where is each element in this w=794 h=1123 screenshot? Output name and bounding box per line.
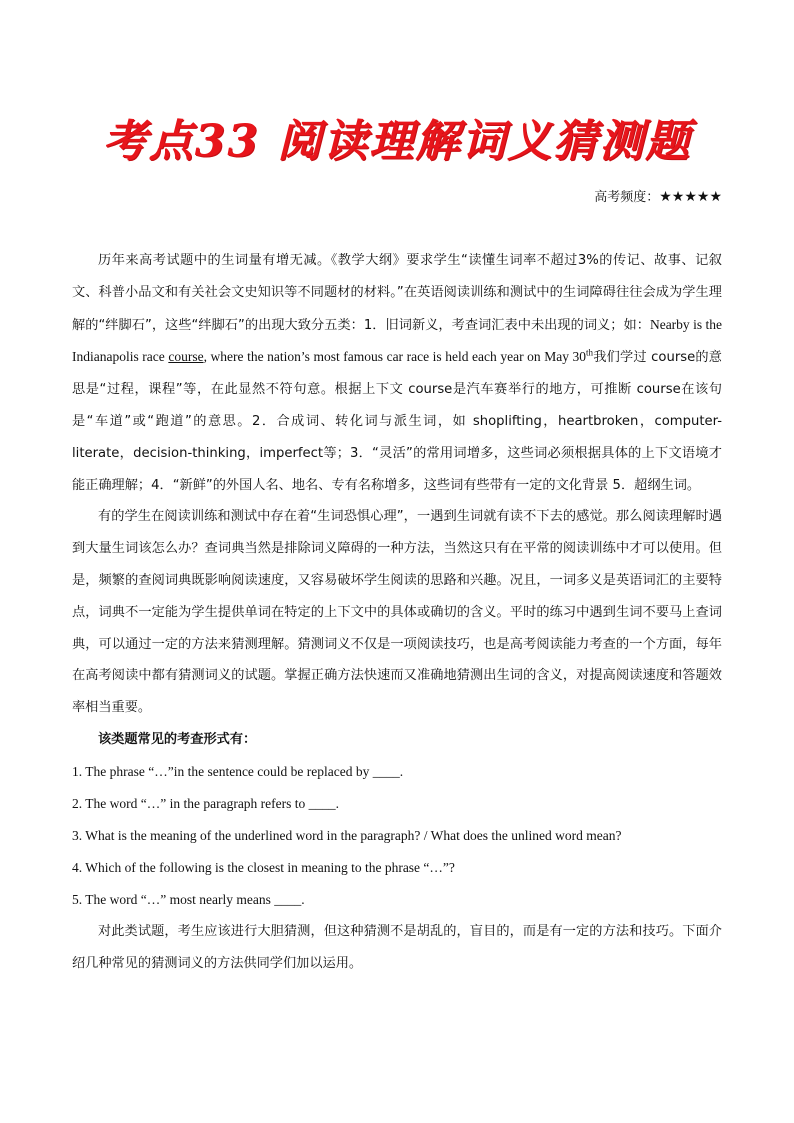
closing-paragraph: 对此类试题，考生应该进行大胆猜测，但这种猜测不是胡乱的，盲目的，而是有一定的方法和技巧。下面介绍几种常见的猜测词义的方法供同学们加以运用。 [72, 923, 722, 971]
intro-text-continued: 我们学过 course的意思是“过程，课程”等，在此显然不符句意。根据上下文 course是汽车赛举行的地方，可推断 course在该句是“车道”或“跑道”的意思。2．合成词、转化词与派生词，如 shoplifting，heartbroken，computer-literate，decision-thinking，imperfect等；3．“灵活”的常用词增多，这些词必须根据具体的上下文语境才能正确理解；4．“新鲜”的外国人名、地名、专有名称增多，这些词有些带有一定的文化背景 5．超纲生词。 [72, 350, 722, 493]
document-body [72, 245, 722, 980]
superscript-th: th [586, 347, 594, 358]
intro-text: 历年来高考试题中的生词量有增无减。《教学大纲》要求学生“读懂生词率不超过3%的传记、故事、记叙文、科普小品文和有关社会文史知识等不同题材的材料。”在英语阅读训练和测试中的生词障碍往往会成为学生理解的“绊脚石”，这些“绊脚石”的出现大致分五类：1．旧词新义，考查词汇表中未出现的词义；如： [72, 253, 722, 333]
list-item: 3. What is the meaning of the underlined word in the paragraph? / What does the unlined word mean? [72, 827, 622, 843]
intro-paragraph [72, 245, 722, 501]
list-item: 1. The phrase “…”in the sentence could be replaced by ____. [72, 763, 404, 779]
underlined-word: course [168, 349, 204, 365]
section-heading: 该类题常见的考查形式有： [98, 731, 257, 747]
list-item: 2. The word “…” in the paragraph refers to ____. [72, 795, 340, 811]
body-paragraph: 有的学生在阅读训练和测试中存在着“生词恐惧心理”，一遇到生词就有读不下去的感觉。那么阅读理解时遇到大量生词该怎么办？查词典当然是排除词义障碍的一种方法，当然这只有在平常的阅读训练中才可以使用。但是，频繁的查阅词典既影响阅读速度，又容易破坏学生阅读的思路和兴趣。况且，一词多义是英语词汇的主要特点，词典不一定能为学生提供单词在特定的上下文中的具体或确切的含义。平时的练习中遇到生词不要马上查词典，可以通过一定的方法来猜测理解。猜测词义不仅是一项阅读技巧，也是高考阅读能力考查的一个方面，每年在高考阅读中都有猜测词义的试题。掌握正确方法快速而又准确地猜测出生词的含义，对提高阅读速度和答题效率相当重要。 [72, 509, 722, 716]
list-item: 5. The word “…” most nearly means ____. [72, 891, 305, 907]
list-item: 4. Which of the following is the closest in meaning to the phrase “…”? [72, 859, 455, 875]
example-sentence-end: , where the nation’s most famous car race is held each year on May 30 [203, 349, 587, 365]
frequency-rating [594, 186, 722, 205]
example-sentence-start: Nearby is the Indianapolis race [72, 316, 722, 365]
page-title: 考点33 阅读理解词义猜测题 [102, 116, 692, 167]
question-list [72, 756, 722, 916]
frequency-label: 高考频度： [594, 190, 660, 205]
star-rating-icon: ★★★★★ [659, 189, 722, 205]
